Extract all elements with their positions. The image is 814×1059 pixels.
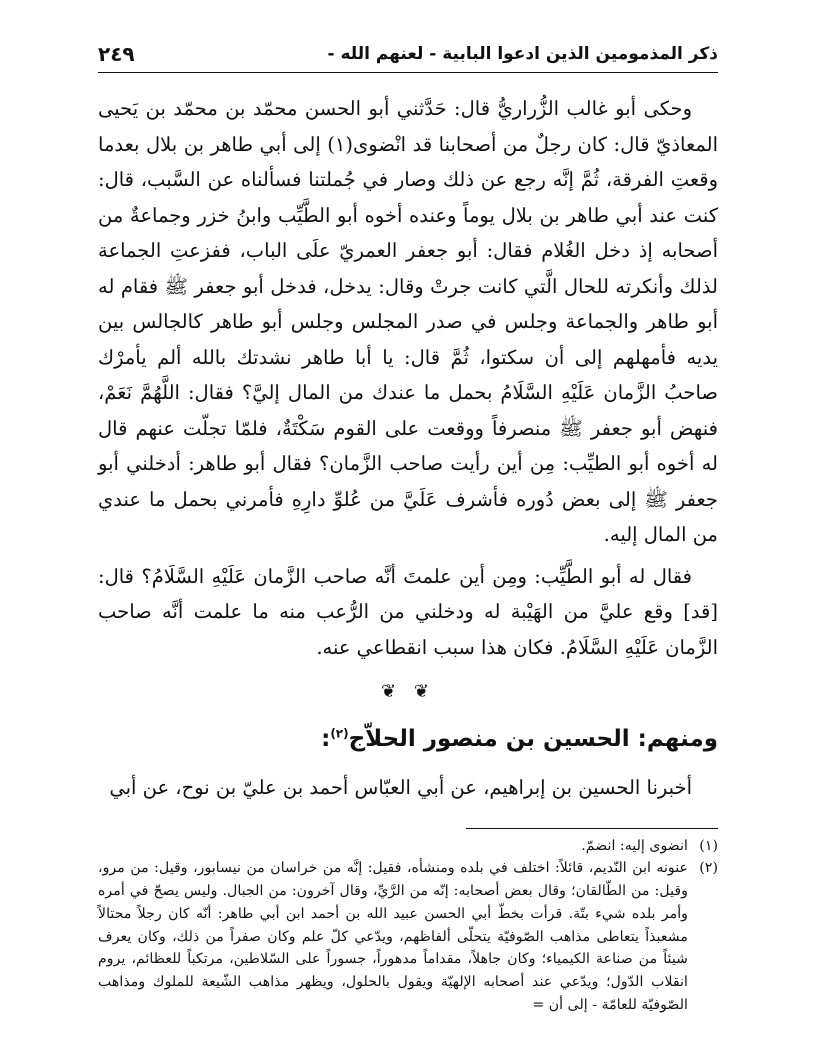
body-text — [98, 91, 718, 806]
footnote-rule — [466, 828, 718, 829]
page-number: ٢٤٩ — [98, 42, 135, 66]
footnote — [98, 857, 718, 1017]
section-heading-colon: : — [321, 726, 331, 752]
running-title: ذكر المذمومين الذين ادعوا البابية - لعنهم الله - — [327, 44, 718, 64]
footnote-text: انضوى إليه: انضمّ. — [581, 837, 688, 854]
footnote-number: (٢) — [699, 860, 718, 877]
footnote-ref: (٢) — [330, 726, 349, 741]
footnote — [98, 835, 718, 858]
footnote-number: (١) — [699, 837, 718, 854]
section-heading-text: ومنهم: الحسين بن منصور الحلاّج — [348, 726, 718, 752]
paragraph: أخبرنا الحسين بن إبراهيم، عن أبي العبّاس أحمد بن عليّ بن نوح، عن أبي — [109, 776, 692, 799]
footnote-text: عنونه ابن النّديم، قائلاً: اختلف في بلده ومنشأه، فقيل: إنَّه من خراسان من نيسابور، وقيل: من مرو، وقيل: من الطّالقان؛ وقال بعض أصحابه: إنّه من الرَّيِّ، وقال آخرون: من الجبال. وليس يصحّ في أمره وأمر بلده شيء بتّة. قرأت بخطّ أبي الحسن عبيد الله بن أحمد ابن أبي طاهر: أنّه كان رجلاً محتالاً مشعبذاً يتعاطى مذاهب الصّوفيّة يتحلّى ألفاظهم، ويدّعي كلّ علم وكان صفراً من ذلك، وكان يعرف شيئاً من صناعة الكيمياء؛ وكان جاهلاً، مقداماً مدهوراً، جسوراً على السّلاطين، مرتكباً للعظائم، يروم انقلاب الدّول؛ ويدّعي عند أصحابه الإلهيّة ويقول بالحلول، ويظهر مذاهب الشّيعة للملوك ومذاهب الصّوفيّة للعامّة - إلى أن = — [98, 860, 688, 1014]
footnotes — [98, 835, 718, 1017]
paragraph: فقال له أبو الطَّيِّب: ومِن أين علمتَ أنَّه صاحب الزَّمان عَلَيْهِ السَّلَامُ؟ قال: [قد] وقع عليَّ من الهَيْبة له ودخلني من الرُّعب منه ما علمت أنَّه صاحب الزَّمان عَلَيْهِ السَّلَامُ. فكان هذا سبب انقطاعي عنه. — [98, 564, 718, 659]
ornament-divider: ❦ ❦ — [381, 681, 435, 702]
running-header — [98, 40, 718, 73]
paragraph: وحكى أبو غالب الزُّراريُّ قال: حَدَّثني أبو الحسن محمّد بن محمّد بن يَحيى المعاذيّ قال: كان رجلٌ من أصحابنا قد انْضوى(١) إلى أبي طاهر بن بلال بعدما وقعتِ الفرقة، ثُمَّ إنَّه رجع عن ذلك وصار في جُملتنا فسألناه عن السَّبب، قال: كنت عند أبي طاهر بن بلال يوماً وعنده أخوه أبو الطَّيِّب وابنُ خزر وجماعةٌ من أصحابه إذ دخل الغُلام فقال: أبو جعفر العمريّ علَى الباب، ففزعتِ الجماعة لذلك وأنكرته للحال الَّتي كانت جرتْ وقال: يدخل، فدخل أبو جعفر ﷺ فقام له أبو طاهر والجماعة وجلس في صدر المجلس وجلس أبو طاهر كالجالس بين يديه فأمهلهم إلى أن سكتوا، ثُمَّ قال: يا أبا طاهر نشدتك بالله ألم يأمرْك صاحبُ الزَّمان عَلَيْهِ السَّلَامُ بحمل ما عندك من المال إليَّ؟ فقال: اللَّهُمَّ نَعَمْ، فنهض أبو جعفر ﷺ منصرفاً ووقعت على القوم سَكْتَةٌ، فلمّا تجلّت عنهم قال له أخوه أبو الطيِّب: مِن أين رأيت صاحب الزَّمان؟ فقال أبو طاهر: أدخلني أبو جعفر ﷺ إلى بعض دُوره فأشرف عَلَيَّ من عُلوِّ دارِهِ فأمرني بحمل ما عندي من المال إليه. — [98, 97, 719, 546]
section-heading — [98, 722, 718, 756]
book-page — [98, 40, 718, 1017]
